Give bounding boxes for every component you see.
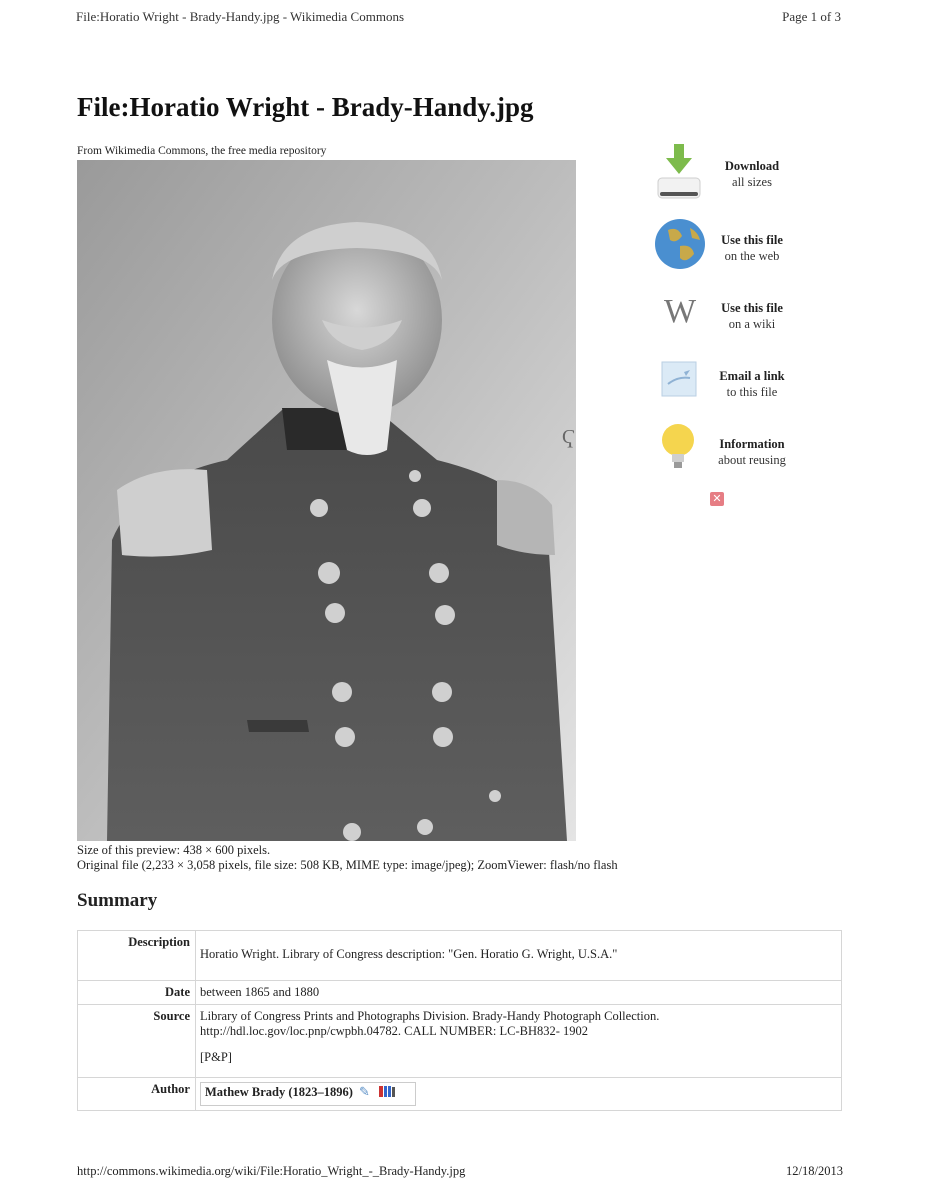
source-pp-link[interactable]: [P&P] [200,1050,232,1064]
preview-size-text: Size of this preview: 438 × 600 pixels. [77,843,271,857]
wiki-w-icon [650,282,706,338]
page-margin-mark: Ҁ [562,424,576,448]
action-sublabel: to this file [726,385,778,399]
author-name[interactable]: Mathew Brady (1823–1896) [205,1085,353,1099]
email-icon [650,350,706,406]
action-sublabel: about reusing [718,453,786,467]
author-label: Author [78,1078,196,1111]
lightbulb-icon [650,418,706,474]
author-card [200,1082,416,1106]
original-file-info: Original file (2,233 × 3,058 pixels, file size: 508 KB, MIME type: image/jpeg); ZoomViewer: flash/no flash [77,858,618,872]
print-page-number: Page 1 of 3 [782,9,841,24]
svg-text:W: W [663,293,697,330]
action-sublabel: all sizes [732,175,772,189]
description-value: Horatio Wright. Library of Congress description: "Gen. Horatio G. Wright, U.S.A." [200,947,618,961]
table-row [78,1078,842,1111]
action-label: Email a link [719,369,785,383]
globe-icon [650,214,706,270]
action-label: Use this file [721,301,783,315]
date-label: Date [78,981,196,1005]
print-footer-date: 12/18/2013 [786,1164,843,1178]
download-icon [650,140,706,196]
reuse-info-button[interactable] [648,418,838,478]
action-sublabel: on the web [724,249,780,263]
library-books-icon[interactable] [379,1086,395,1101]
email-link-button[interactable] [648,350,838,410]
action-label: Use this file [721,233,783,247]
use-on-web-button[interactable] [648,214,838,274]
table-row [78,931,842,981]
page-subtitle: From Wikimedia Commons, the free media repository [77,145,327,157]
pencil-icon[interactable]: ✎ [359,1085,370,1100]
summary-table [77,930,842,1111]
portrait-photo[interactable] [77,160,576,841]
print-footer-url: http://commons.wikimedia.org/wiki/File:Horatio_Wright_-_Brady-Handy.jpg [77,1164,466,1178]
description-label: Description [78,931,196,981]
table-row [78,1005,842,1078]
date-value: between 1865 and 1880 [196,981,842,1005]
action-label: Download [724,159,780,173]
action-label: Information [719,437,785,451]
source-label: Source [78,1005,196,1078]
close-icon[interactable]: ✕ [710,492,724,506]
print-header-title: File:Horatio Wright - Brady-Handy.jpg - Wikimedia Commons [76,9,405,24]
action-sublabel: on a wiki [728,317,776,331]
table-row [78,981,842,1005]
source-link[interactable]: http://hdl.loc.gov/loc.pnp/cwpbh.04782. CALL NUMBER: LC-BH832- 1902 [200,1024,589,1038]
download-all-sizes-button[interactable] [648,140,838,200]
page-title: File:Horatio Wright - Brady-Handy.jpg [77,92,534,122]
use-on-wiki-button[interactable] [648,282,838,342]
source-line: Library of Congress Prints and Photographs Division. Brady-Handy Photograph Collection. [200,1009,660,1023]
summary-heading: Summary [77,890,158,911]
